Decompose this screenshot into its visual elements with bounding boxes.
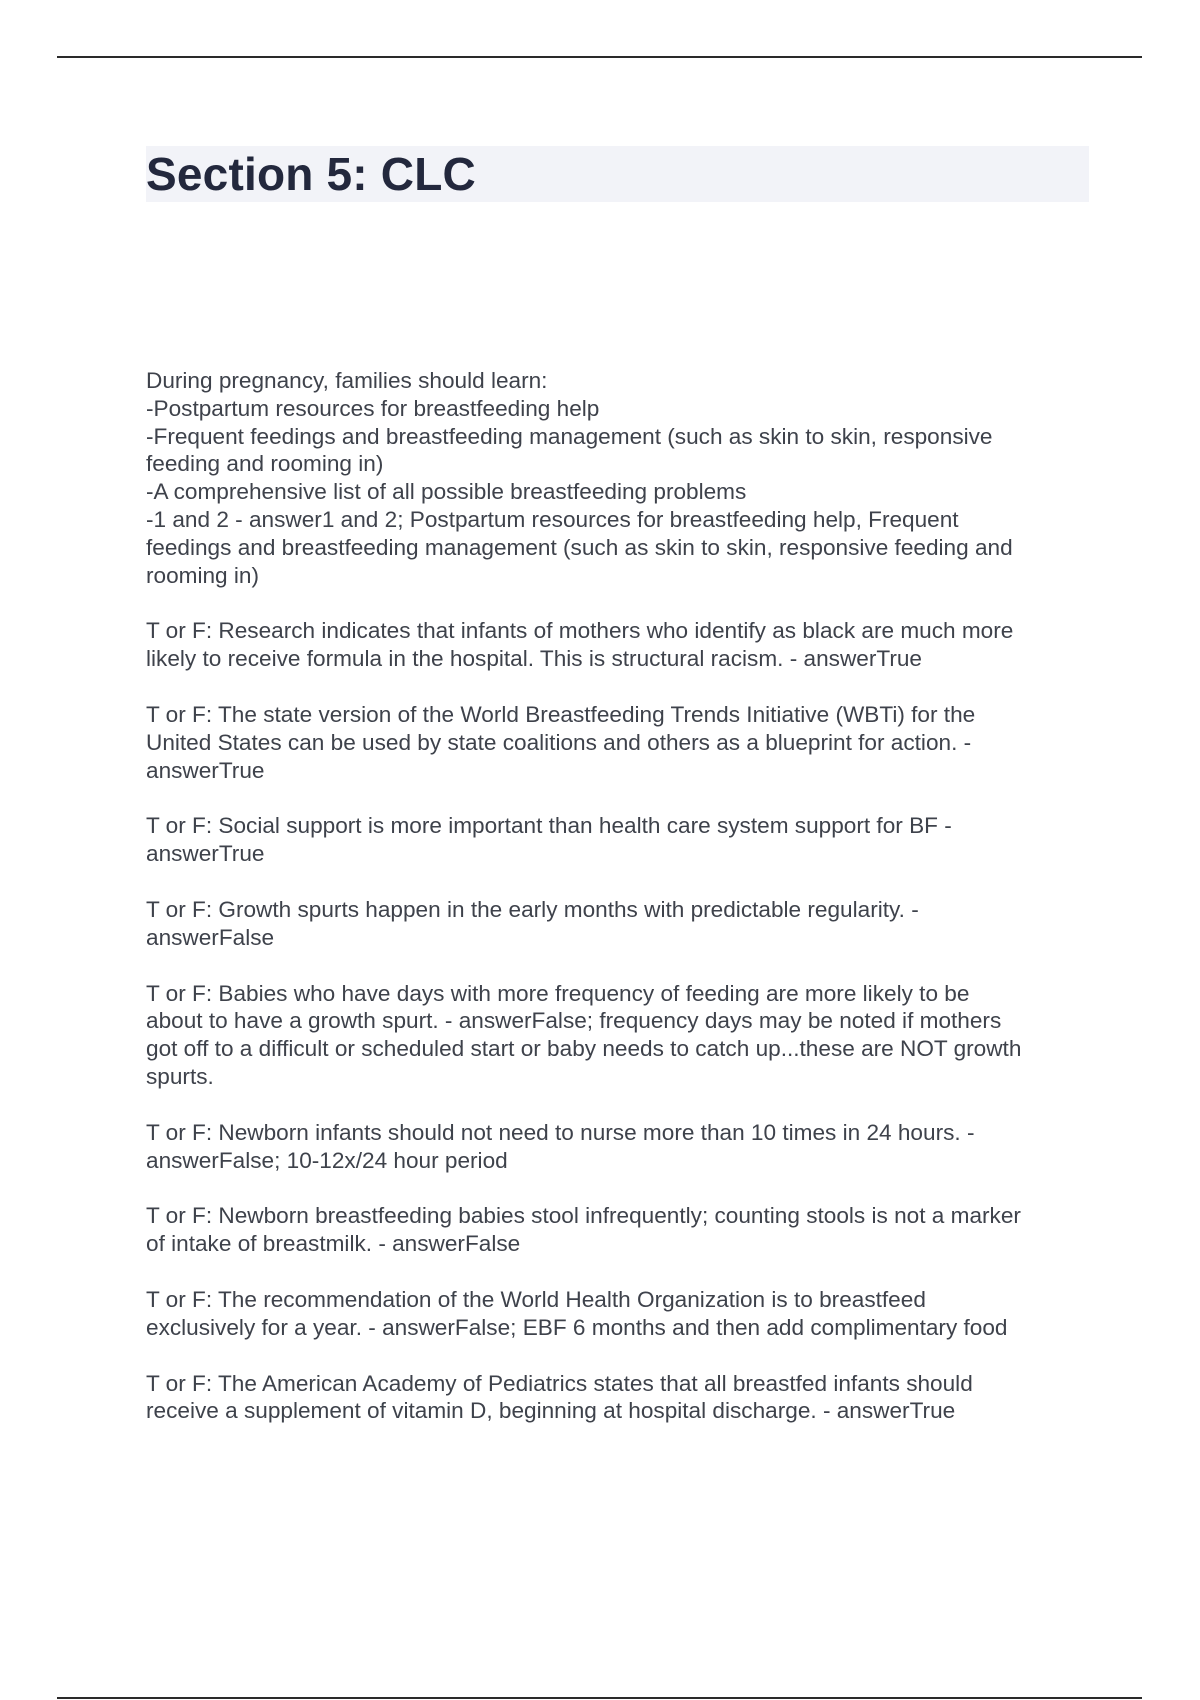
question-item: [146, 1370, 1089, 1426]
question-line: T or F: Newborn infants should not need to nurse more than 10 times in 24 hours. -: [146, 1119, 975, 1145]
question-line: answerTrue: [146, 841, 265, 867]
question-line: T or F: The American Academy of Pediatrics states that all breastfed infants should: [146, 1370, 973, 1396]
question-line: -1 and 2 - answer1 and 2; Postpartum resources for breastfeeding help, Frequent: [146, 506, 959, 532]
question-item: [146, 701, 1089, 784]
question-line: of intake of breastmilk. - answerFalse: [146, 1231, 521, 1257]
question-line: During pregnancy, families should learn:: [146, 368, 548, 393]
question-item: [146, 980, 1089, 1091]
question-line: rooming in): [146, 562, 260, 588]
question-line: answerTrue: [146, 757, 265, 783]
question-item: [146, 617, 1089, 673]
question-line: answerFalse: [146, 924, 275, 950]
question-line: T or F: Babies who have days with more frequency of feeding are more likely to be: [146, 980, 970, 1006]
question-line: exclusively for a year. - answerFalse; EBF 6 months and then add complimentary food: [146, 1314, 1008, 1340]
question-line: T or F: Growth spurts happen in the early months with predictable regularity. -: [146, 896, 919, 922]
section-title-block: [146, 146, 1089, 202]
question-line: spurts.: [146, 1063, 214, 1089]
question-line: answerFalse; 10-12x/24 hour period: [146, 1147, 508, 1173]
page-title: Section 5: CLC: [146, 148, 476, 200]
question-item: [146, 896, 1089, 952]
question-line: feedings and breastfeeding management (such as skin to skin, responsive feeding and: [146, 534, 1013, 560]
question-item: [146, 1202, 1089, 1258]
question-line: got off to a difficult or scheduled start or baby needs to catch up...these are NOT growth: [146, 1036, 1022, 1062]
question-item: [146, 812, 1089, 868]
question-line: T or F: Newborn breastfeeding babies stool infrequently; counting stools is not a marker: [146, 1203, 1021, 1229]
question-line: likely to receive formula in the hospital. This is structural racism. - answerTrue: [146, 646, 922, 672]
footer-rule: [57, 1697, 1142, 1699]
question-line: T or F: Research indicates that infants of mothers who identify as black are much more: [146, 618, 1014, 644]
question-line: receive a supplement of vitamin D, beginning at hospital discharge. - answerTrue: [146, 1398, 956, 1424]
question-line: -A comprehensive list of all possible breastfeeding problems: [146, 479, 747, 505]
question-line: T or F: The state version of the World Breastfeeding Trends Initiative (WBTi) for the: [146, 701, 976, 727]
question-list: [146, 367, 1089, 1453]
question-line: about to have a growth spurt. - answerFalse; frequency days may be noted if mothers: [146, 1008, 1002, 1034]
question-line: United States can be used by state coalitions and others as a blueprint for action. -: [146, 729, 972, 755]
question-line: feeding and rooming in): [146, 451, 384, 477]
question-item: [146, 367, 1089, 589]
question-line: -Postpartum resources for breastfeeding help: [146, 395, 600, 421]
question-line: T or F: The recommendation of the World Health Organization is to breastfeed: [146, 1286, 926, 1312]
question-line: -Frequent feedings and breastfeeding management (such as skin to skin, responsive: [146, 423, 993, 449]
question-item: [146, 1286, 1089, 1342]
question-line: T or F: Social support is more important than health care system support for BF -: [146, 813, 952, 839]
header-rule: [57, 56, 1142, 58]
question-item: [146, 1119, 1089, 1175]
